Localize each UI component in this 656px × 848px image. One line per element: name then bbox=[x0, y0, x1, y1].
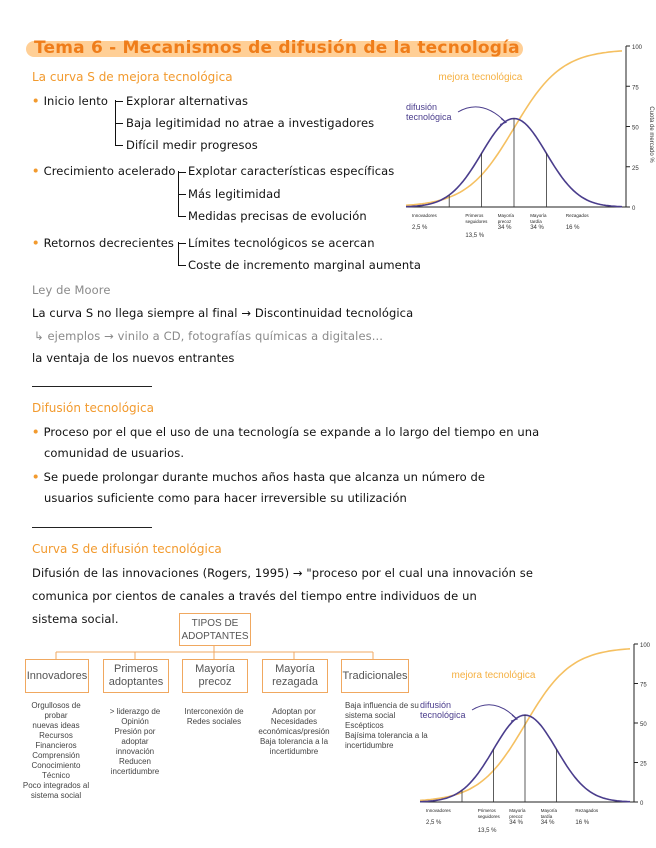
discontinuity-line: La curva S no llega siempre al final → Discontinuidad tecnológica bbox=[32, 306, 414, 320]
category-label: seguidores bbox=[477, 814, 500, 819]
bell-label: difusión bbox=[406, 102, 438, 112]
category-label: Mayoría bbox=[497, 213, 515, 218]
s-curve-label: mejora tecnológica bbox=[438, 72, 523, 83]
adopter-mayoria-precoz: Mayoría precoz bbox=[182, 659, 248, 693]
ley-moore: Ley de Moore bbox=[32, 283, 111, 297]
category-percent: 16 % bbox=[575, 820, 590, 826]
bullet-line-cont: comunidad de usuarios. bbox=[44, 446, 185, 460]
y-tick-label: 0 bbox=[632, 206, 636, 212]
category-label: Mayoría bbox=[509, 808, 526, 813]
item: Límites tecnológicos se acercan bbox=[188, 236, 375, 250]
rogers-line: sistema social. bbox=[32, 612, 119, 626]
category-percent: 34 % bbox=[509, 820, 523, 826]
adopter-desc: Adoptan por Necesidades económicas/presión Baja tolerancia a la incertidumbre bbox=[258, 707, 330, 756]
category-label: Primeros bbox=[477, 808, 496, 813]
y-tick-label: 0 bbox=[640, 801, 644, 807]
adopters-root: TIPOS DE ADOPTANTES bbox=[179, 613, 251, 646]
category-label: precoz bbox=[509, 814, 523, 819]
item: Medidas precisas de evolución bbox=[188, 209, 367, 223]
item: Explorar alternativas bbox=[126, 94, 249, 108]
category-label: Mayoría bbox=[540, 808, 558, 813]
y-tick-label: 100 bbox=[640, 643, 651, 649]
section-heading-curva-difusion: Curva S de difusión tecnológica bbox=[32, 542, 222, 556]
item: Más legitimidad bbox=[188, 187, 281, 201]
advantage-line: la ventaja de los nuevos entrantes bbox=[32, 351, 235, 365]
group-label-inicio: • Inicio lento bbox=[32, 94, 108, 108]
y-tick-label: 50 bbox=[632, 125, 639, 132]
y-tick-label: 50 bbox=[640, 722, 647, 728]
category-percent: 16 % bbox=[565, 225, 580, 231]
y-tick-label: 25 bbox=[640, 761, 647, 768]
category-percent: 2,5 % bbox=[426, 820, 442, 826]
category-label: Innovadores bbox=[412, 213, 437, 218]
bell-label-arrow bbox=[472, 705, 517, 719]
y-tick-label: 75 bbox=[640, 682, 647, 689]
category-percent: 13,5 % bbox=[465, 233, 485, 239]
group-label-retornos: • Retornos decrecientes bbox=[32, 236, 174, 250]
item: Difícil medir progresos bbox=[126, 138, 258, 152]
section-heading-s-curve: La curva S de mejora tecnológica bbox=[32, 70, 233, 84]
y-tick-label: 100 bbox=[632, 45, 643, 51]
category-percent: 34 % bbox=[540, 820, 555, 826]
item: Baja legitimidad no atrae a investigadores bbox=[126, 116, 375, 130]
item: Coste de incremento marginal aumenta bbox=[188, 258, 421, 272]
y-tick-label: 25 bbox=[632, 165, 639, 172]
section-heading-difusion: Difusión tecnológica bbox=[32, 401, 154, 415]
adopter-primeros: Primeros adoptantes bbox=[103, 659, 169, 693]
category-label: precoz bbox=[497, 219, 512, 224]
category-label: Rezagados bbox=[565, 213, 589, 218]
y-tick-label: 75 bbox=[632, 85, 639, 92]
category-percent: 13,5 % bbox=[477, 828, 497, 834]
category-label: Primeros bbox=[465, 213, 484, 218]
bell-label: difusión bbox=[420, 700, 452, 710]
adopter-desc: Orgullosos de probar nuevas ideas Recursos Financieros Comprensión Conocimiento Técnico Poco integrados al sistema social bbox=[22, 701, 90, 800]
bullet-line: • Proceso por el que el uso de una tecnología se expande a lo largo del tiempo en una bbox=[32, 425, 540, 439]
category-label: tardía bbox=[530, 219, 542, 224]
category-percent: 34 % bbox=[530, 225, 544, 231]
bullet-line-cont: usuarios suficiente como para hacer irreversible su utilización bbox=[44, 491, 407, 505]
adopter-innovadores: Innovadores bbox=[25, 659, 89, 693]
examples-line: ↳ ejemplos → vinilo a CD, fotografías químicas a digitales... bbox=[34, 329, 383, 343]
category-percent: 2,5 % bbox=[412, 225, 428, 231]
bullet-line: • Se puede prolongar durante muchos años hasta que alcanza un número de bbox=[32, 470, 486, 484]
category-percent: 34 % bbox=[497, 225, 512, 231]
page-title: Tema 6 - Mecanismos de difusión de la tecnología bbox=[34, 38, 520, 58]
adopter-tradicionales: Tradicionales bbox=[341, 659, 409, 693]
item: Explotar características específicas bbox=[188, 164, 395, 178]
category-label: tardía bbox=[540, 814, 553, 819]
group-label-crecimiento: • Crecimiento acelerado bbox=[32, 164, 176, 178]
adopter-desc: Interconexión de Redes sociales bbox=[184, 707, 244, 726]
adopter-desc: Baja influencia de su sistema social Escépticos Bajísima tolerancia a la incertidumbre bbox=[345, 701, 428, 750]
adopter-mayoria-rezagada: Mayoría rezagada bbox=[262, 659, 328, 693]
y-axis-label: Cuota de mercado % bbox=[648, 106, 654, 163]
bell-label: tecnológica bbox=[420, 710, 466, 720]
category-label: Rezagados bbox=[575, 808, 599, 813]
category-label: seguidores bbox=[465, 219, 488, 224]
bell-label: tecnológica bbox=[406, 112, 452, 122]
adopter-desc: > liderazgo de Opinión Presión por adoptar innovación Reducen incertidumbre bbox=[109, 707, 161, 776]
category-label: Mayoría bbox=[530, 213, 547, 218]
s-curve-label: mejora tecnológica bbox=[451, 670, 536, 681]
category-label: Innovadores bbox=[426, 808, 451, 813]
rogers-line: comunica por cientos de canales a través del tiempo entre individuos de un bbox=[32, 589, 477, 603]
rogers-line: Difusión de las innovaciones (Rogers, 1995) → "proceso por el cual una innovación se bbox=[32, 566, 534, 580]
